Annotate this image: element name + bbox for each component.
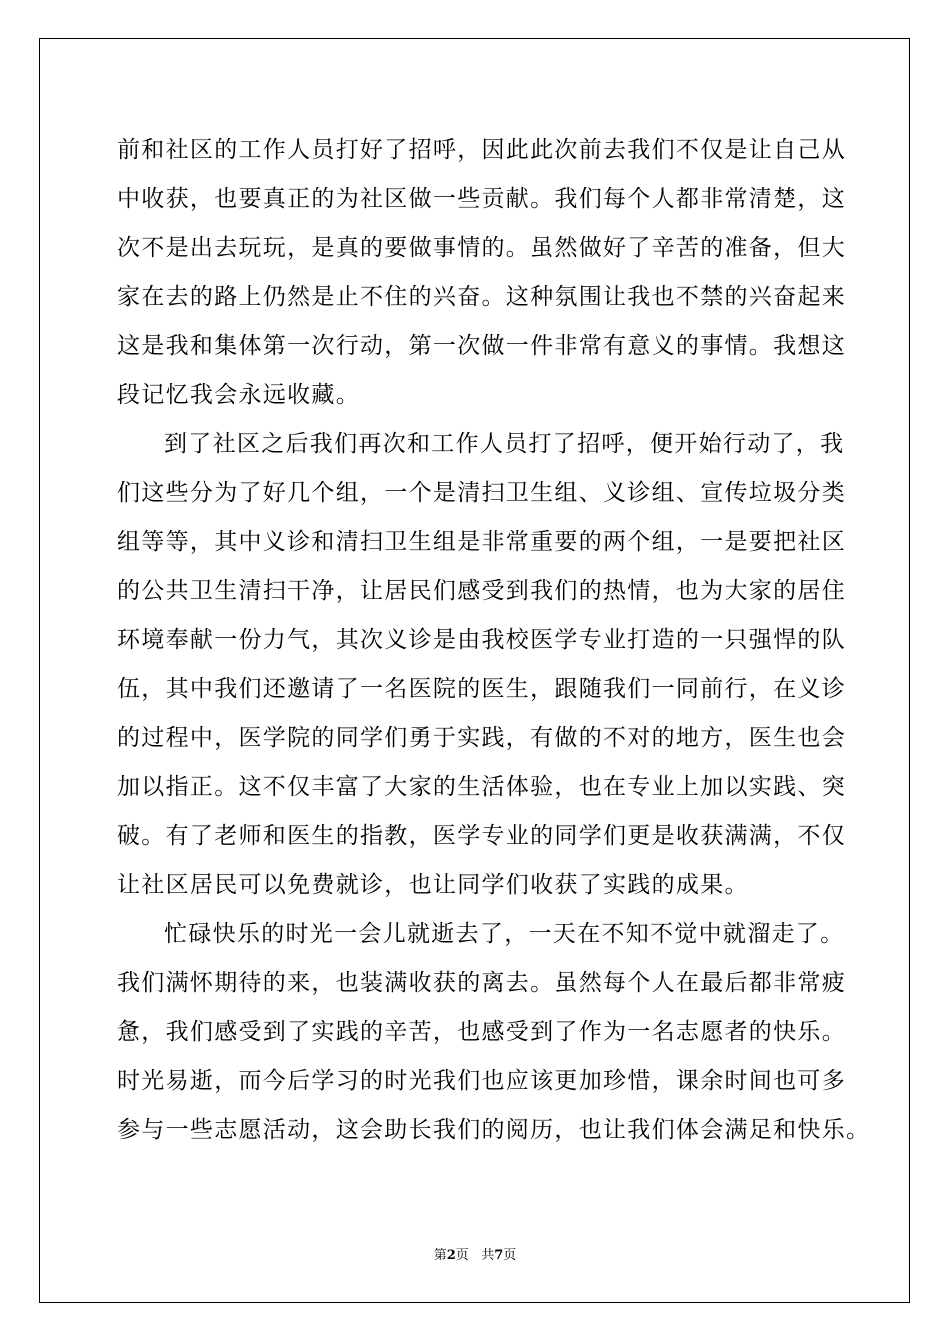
text-line: 组等等，其中义诊和清扫卫生组是非常重要的两个组，一是要把社区 [117, 529, 846, 555]
text-line: 的公共卫生清扫干净，让居民们感受到我们的热情，也为大家的居住 [117, 578, 846, 604]
text-line: 段记忆我会永远收藏。 [117, 382, 360, 408]
text-line: 环境奉献一份力气，其次义诊是由我校医学专业打造的一只强悍的队 [117, 627, 846, 653]
text-line: 让社区居民可以免费就诊，也让同学们收获了实践的成果。 [117, 872, 749, 898]
paragraph-first-line: 忙碌快乐的时光一会儿就逝去了，一天在不知不觉中就溜走了。 [164, 921, 845, 947]
page-suffix: 页 [455, 1248, 469, 1263]
text-line: 们这些分为了好几个组，一个是清扫卫生组、义诊组、宣传垃圾分类 [117, 480, 846, 506]
text-line: 破。有了老师和医生的指教，医学专业的同学们更是收获满满，不仅 [117, 823, 846, 849]
total-suffix: 页 [503, 1248, 517, 1263]
total-prefix: 共 [481, 1248, 495, 1263]
text-line: 伍，其中我们还邀请了一名医院的医生，跟随我们一同前行，在义诊 [117, 676, 846, 702]
total-pages: 7 [494, 1248, 504, 1263]
text-line: 前和社区的工作人员打好了招呼，因此此次前去我们不仅是让自己从 [117, 137, 846, 163]
text-line: 参与一些志愿活动，这会助长我们的阅历，也让我们体会满足和快乐。 [117, 1117, 871, 1143]
text-line: 加以指正。这不仅丰富了大家的生活体验，也在专业上加以实践、突 [117, 774, 846, 800]
text-line: 时光易逝，而今后学习的时光我们也应该更加珍惜，课余时间也可多 [117, 1068, 846, 1094]
page-number: 2 [446, 1248, 456, 1263]
text-line: 惫，我们感受到了实践的辛苦，也感受到了作为一名志愿者的快乐。 [117, 1019, 846, 1045]
text-line: 我们满怀期待的来，也装满收获的离去。虽然每个人在最后都非常疲 [117, 970, 846, 996]
document-body [117, 126, 871, 1155]
text-line: 家在去的路上仍然是止不住的兴奋。这种氛围让我也不禁的兴奋起来 [117, 284, 846, 310]
page-footer [0, 1246, 950, 1266]
text-line: 这是我和集体第一次行动，第一次做一件非常有意义的事情。我想这 [117, 333, 846, 359]
text-line: 的过程中，医学院的同学们勇于实践，有做的不对的地方，医生也会 [117, 725, 846, 751]
text-line: 中收获，也要真正的为社区做一些贡献。我们每个人都非常清楚，这 [117, 186, 846, 212]
page-prefix: 第 [433, 1248, 447, 1263]
text-line: 次不是出去玩玩，是真的要做事情的。虽然做好了辛苦的准备，但大 [117, 235, 846, 261]
paragraph-first-line: 到了社区之后我们再次和工作人员打了招呼，便开始行动了，我 [164, 431, 845, 457]
